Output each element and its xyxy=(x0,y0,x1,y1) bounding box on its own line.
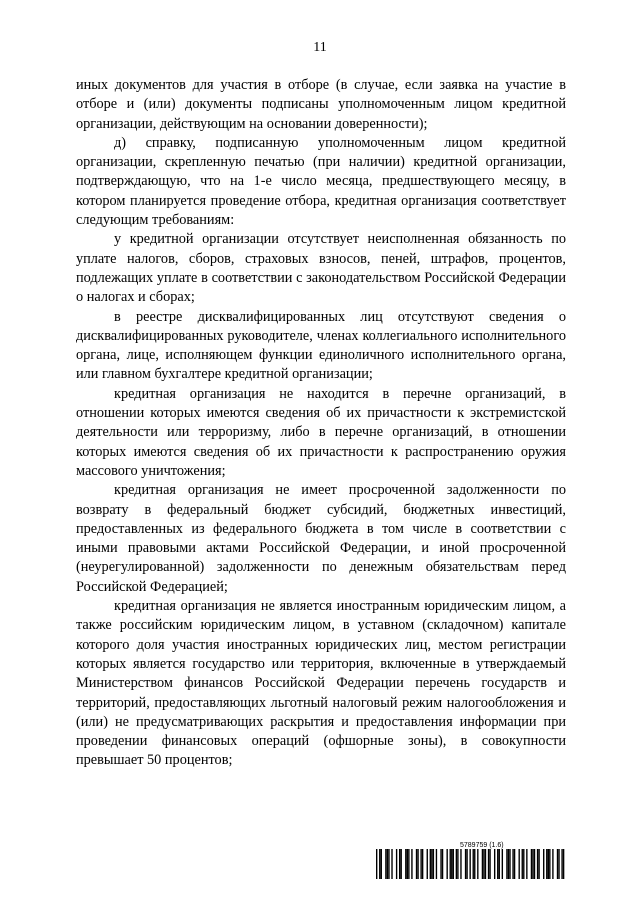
paragraph-extremism-list: кредитная организация не находится в перечне организаций, в отношении которых имеются сведения об их причастности к экстремистской деятельности или терроризму, либо в перечне организаций, в отношении которых имеются сведения об их причастности к распространению оружия массового уничтожения; xyxy=(76,385,566,479)
barcode-bar xyxy=(381,849,382,879)
barcode-bar xyxy=(387,849,388,879)
barcode-bar xyxy=(558,849,559,879)
barcode-bar xyxy=(451,849,452,879)
barcode-bar xyxy=(420,849,421,879)
barcode-bar xyxy=(407,849,408,879)
paragraph-no-tax-debt: у кредитной организации отсутствует неисполненная обязанность по уплате налогов, сборов, страховых взносов, пеней, штрафов, процентов, подлежащих уплате в соответствии с законодательством Российской Федерации о налогах и сборах; xyxy=(76,231,566,306)
barcode-bar xyxy=(440,849,441,879)
paragraph-budget-arrears: кредитная организация не имеет просроченной задолженности по возврату в федеральный бюджет субсидий, бюджетных инвестиций, предоставленных из федерального бюджета в том числе в соответствии с иными правовыми актами Российской Федерации, и иной просроченной (неурегулированной) задолженности по денежным обязательствам перед Российской Федерацией; xyxy=(76,482,566,595)
document-body xyxy=(76,76,566,771)
barcode-bar xyxy=(499,849,500,879)
barcode-bar xyxy=(453,849,454,879)
barcode-bar xyxy=(532,849,533,879)
barcode-bar xyxy=(497,849,498,879)
barcode-bar xyxy=(473,849,474,879)
barcode-bar xyxy=(401,849,402,879)
barcode-bar xyxy=(399,849,400,879)
barcode-bar xyxy=(460,849,461,879)
barcode-bar xyxy=(523,849,524,879)
barcode-bar xyxy=(411,849,412,879)
barcode-bar xyxy=(494,849,495,879)
barcode-bar xyxy=(534,849,535,879)
barcode-bar xyxy=(379,849,380,879)
barcode-bar xyxy=(427,849,428,879)
paragraph-item-d: д) справку, подписанную уполномоченным лицом кредитной организации, скрепленную печатью (при наличии) кредитной организации, подтверждающую, что на 1-е число месяца, предшествующего месяцу, в котором планируется проведение отбора, кредитная организация соответствует следующим требованиям: xyxy=(76,134,566,229)
barcode-bar xyxy=(552,849,553,879)
barcode-bar xyxy=(482,849,483,879)
paragraph-continuation: иных документов для участия в отборе (в случае, если заявка на участие в отборе и (или) документы подписаны уполномоченным лицом кредитной организации, действующим на основании доверенности); xyxy=(76,77,566,132)
barcode-bar xyxy=(548,849,549,879)
barcode-bar xyxy=(417,849,418,879)
barcode-bar xyxy=(538,849,539,879)
barcode-bar xyxy=(422,849,423,879)
document-code: 5789759 (1.6) xyxy=(460,842,504,849)
barcode-bar xyxy=(506,849,507,879)
barcode-bar xyxy=(512,849,513,879)
barcode-bar xyxy=(446,849,447,879)
paragraph-disqualified-registry: в реестре дисквалифицированных лиц отсутствуют сведения о дисквалифицированных руководителе, членах коллегиального исполнительного органа, лице, исполняющем функции единоличного исполнительного органа, или главном бухгалтере кредитной организации; xyxy=(76,308,566,383)
barcode-bar xyxy=(391,849,392,879)
barcode-bar xyxy=(474,849,475,879)
barcode-bar xyxy=(489,849,490,879)
barcode-bar xyxy=(385,849,386,879)
barcode-bar xyxy=(483,849,484,879)
barcode-bar xyxy=(450,849,451,879)
barcode-bar xyxy=(563,849,564,879)
barcode-bar xyxy=(549,849,550,879)
barcode-bar xyxy=(526,849,527,879)
barcode-bar xyxy=(405,849,406,879)
paragraph-offshore: кредитная организация не является иностранным юридическим лицом, а также российским юридическим лицом, в уставном (складочном) капитале которого доля участия иностранных юридических лиц, местом регистрации которых является государство или территория, включенные в утверждаемый Министерством финансов Российской Федерации перечень государств и территорий, предоставляющих льготный налоговый режим налогообложения и (или) не предусматривающих раскрытия и предоставления информации при проведении финансовых операций (офшорные зоны), в совокупности превышает 50 процентов; xyxy=(76,598,566,769)
barcode-bar xyxy=(457,849,458,879)
barcode-bar xyxy=(537,849,538,879)
barcode-bar xyxy=(522,849,523,879)
barcode-bar xyxy=(514,849,515,879)
barcode-bar xyxy=(408,849,409,879)
barcode-bar xyxy=(436,849,437,879)
barcode-bar xyxy=(509,849,510,879)
barcode-bar xyxy=(519,849,520,879)
barcode-bar xyxy=(431,849,432,879)
barcode-bar xyxy=(442,849,443,879)
barcode-bar xyxy=(485,849,486,879)
barcode-bar xyxy=(488,849,489,879)
page-number: 11 xyxy=(313,40,327,55)
barcode-bar xyxy=(546,849,547,879)
barcode-bar xyxy=(465,849,466,879)
barcode-bar xyxy=(456,849,457,879)
barcode-bar xyxy=(416,849,417,879)
barcode-bar xyxy=(477,849,478,879)
barcode-bar xyxy=(508,849,509,879)
barcode-bar xyxy=(433,849,434,879)
barcode-bar xyxy=(557,849,558,879)
barcode-bar xyxy=(469,849,470,879)
barcode-image xyxy=(376,849,566,879)
barcode-bar xyxy=(388,849,389,879)
barcode-bar xyxy=(396,849,397,879)
barcode-bar xyxy=(543,849,544,879)
barcode-bar xyxy=(561,849,562,879)
barcode-bar xyxy=(531,849,532,879)
barcode-bar xyxy=(376,849,377,879)
barcode-bar xyxy=(502,849,503,879)
barcode-bar xyxy=(430,849,431,879)
barcode-bar xyxy=(466,849,467,879)
